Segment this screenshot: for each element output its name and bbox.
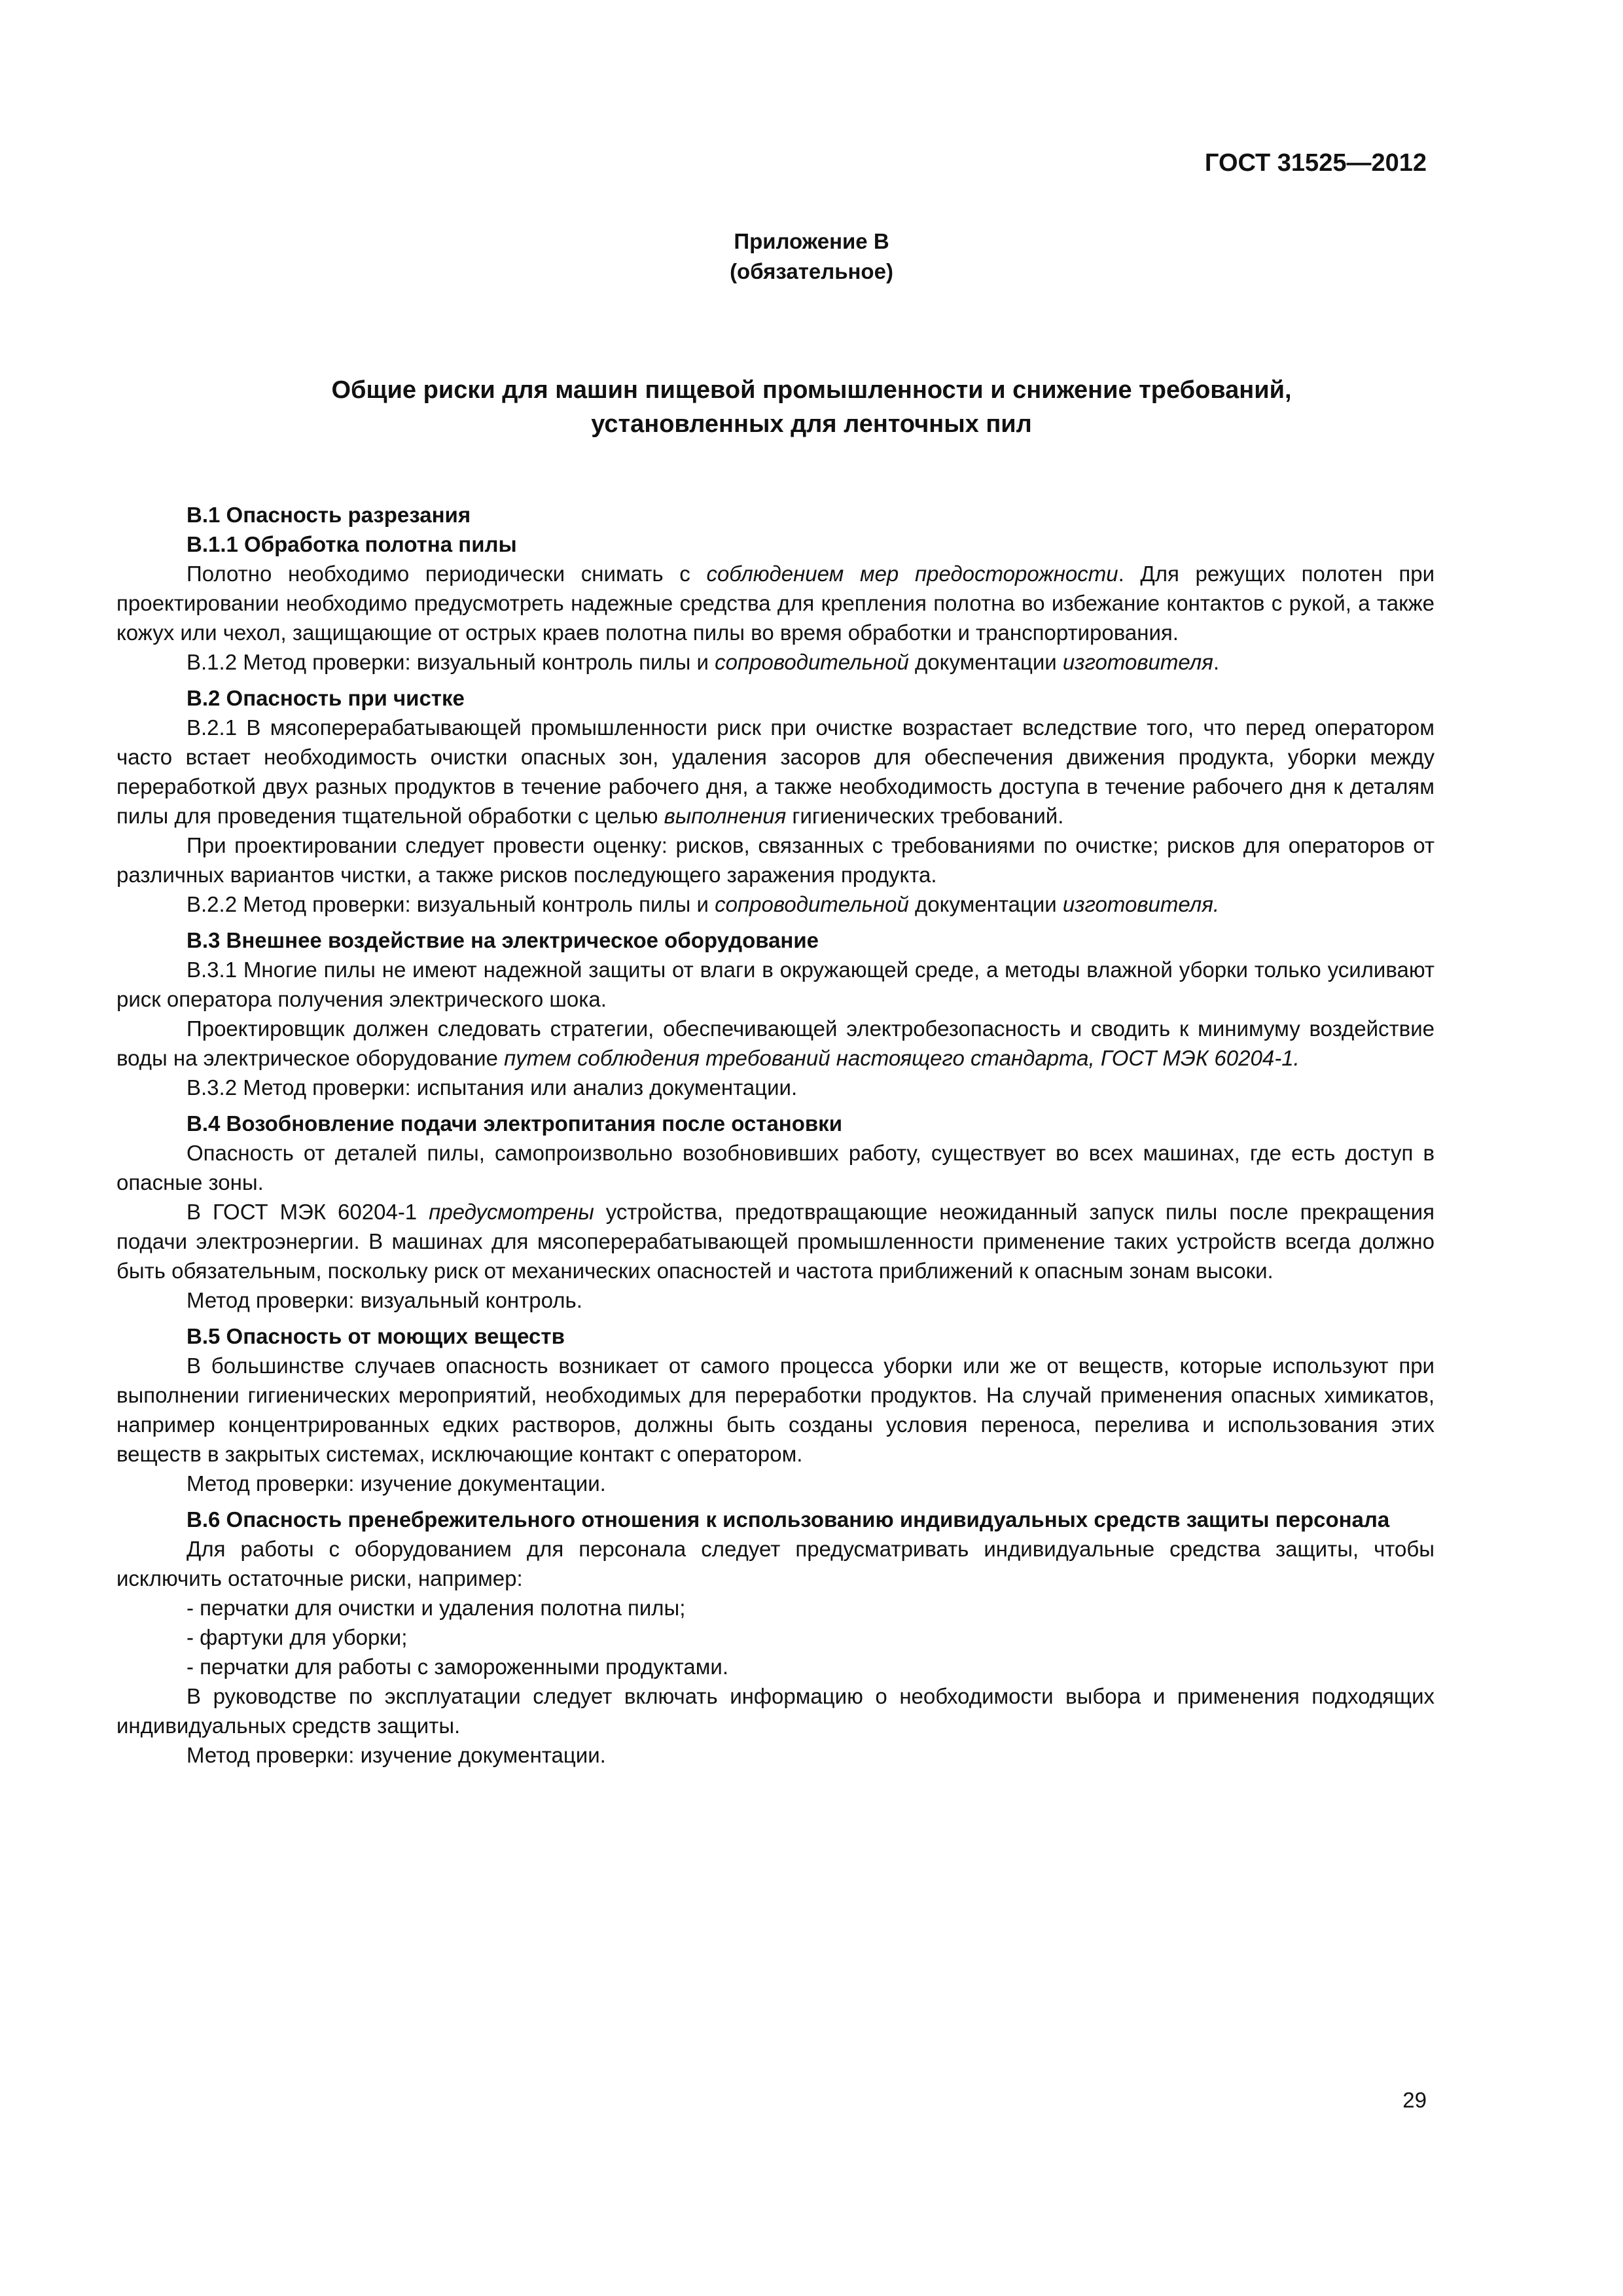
paragraph-b6-1: Для работы с оборудованием для персонала следует предусматривать индивидуальные средства защиты, чтобы исключить остаточные риски, например: (116, 1537, 1435, 1590)
text-run: В.2.2 Метод проверки: визуальный контроль пилы и (187, 892, 715, 916)
document-body (116, 500, 1435, 1770)
standard-code: ГОСТ 31525—2012 (1204, 149, 1427, 177)
appendix-label: Приложение В (734, 229, 889, 253)
section-heading-b5: В.5 Опасность от моющих веществ (187, 1324, 565, 1348)
text-run: В ГОСТ МЭК 60204-1 (187, 1200, 429, 1224)
italic-run: изготовителя. (1062, 892, 1220, 916)
list-item: - фартуки для уборки; (187, 1625, 408, 1649)
paragraph-b1-1 (116, 559, 1435, 647)
italic-run: выполнения (664, 804, 787, 828)
text-run: . Для режущих полотен при проектировании необходимо предусмотреть надежные средства для крепления полотна во избежание контактов с рукой, а также кожух или чехол, защищающие от острых краев полотна пилы во время обработки и транспортирования. (116, 562, 1435, 645)
paragraph-b5-2: Метод проверки: изучение документации. (187, 1471, 606, 1496)
paragraph-b4-1: Опасность от деталей пилы, самопроизвольно возобновивших работу, существует во всех машинах, где есть доступ в опасные зоны. (116, 1141, 1435, 1194)
italic-run: соблюдением мер предосторожности (706, 562, 1118, 586)
italic-run: предусмотрены (429, 1200, 594, 1224)
appendix-title-line-1: Общие риски для машин пищевой промышленности и снижение требований, (331, 376, 1292, 404)
text-run: В.1.2 Метод проверки: визуальный контроль пилы и (187, 650, 715, 674)
text-run: документации (908, 650, 1063, 674)
section-heading-b3: В.3 Внешнее воздействие на электрическое оборудование (187, 928, 819, 952)
text-run: устройства, предотвращающие неожиданный запуск пилы после прекращения подачи электроэнергии. В машинах для мясоперерабатывающей промышленности применение таких устройств всегда должно быть обязательным, поскольку риск от механических опасностей и частота приближений к опасным зонам высоки. (116, 1200, 1435, 1283)
appendix-status: (обязательное) (730, 259, 893, 283)
section-heading-b6: В.6 Опасность пренебрежительного отношения к использованию индивидуальных средств защиты персонала (187, 1507, 1390, 1532)
page-number: 29 (1402, 2088, 1427, 2112)
paragraph-b2-3 (116, 889, 1435, 919)
appendix-title-line-2: установленных для ленточных пил (591, 410, 1032, 438)
text-run: документации (908, 892, 1063, 916)
italic-run: сопроводительной (715, 650, 909, 674)
text-run: Проектировщик должен следовать стратегии, обеспечивающей электробезопасность и сводить к минимуму воздействие воды на электрическое оборудование (116, 1016, 1435, 1070)
text-run: Полотно необходимо периодически снимать с (187, 562, 707, 586)
paragraph-b4-3: Метод проверки: визуальный контроль. (187, 1288, 582, 1312)
text-run: гигиенических требований. (786, 804, 1064, 828)
paragraph-b2-2: При проектировании следует провести оценку: рисков, связанных с требованиями по очистке; рисков для операторов от различных вариантов чистки, а также рисков последующего заражения продукта. (116, 833, 1435, 887)
paragraph-b6-3: Метод проверки: изучение документации. (187, 1743, 606, 1767)
paragraph-b3-1: В.3.1 Многие пилы не имеют надежной защиты от влаги в окружающей среде, а методы влажной уборки только усиливают риск оператора получения электрического шока. (116, 958, 1435, 1011)
paragraph-b4-2 (116, 1197, 1435, 1285)
appendix-heading (0, 226, 1623, 287)
appendix-title (0, 373, 1623, 441)
paragraph-b1-2 (116, 647, 1435, 677)
text-run: . (1213, 650, 1220, 674)
list-item: - перчатки для очистки и удаления полотна пилы; (187, 1596, 686, 1620)
paragraph-b5-1: В большинстве случаев опасность возникает от самого процесса уборки или же от веществ, которые используют при выполнении гигиенических мероприятий, необходимых для переработки продуктов. На случай применения опасных химикатов, например концентрированных едких растворов, должны быть созданы условия переноса, перелива и использования этих веществ в закрытых системах, исключающие контакт с оператором. (116, 1354, 1435, 1466)
list-item: - перчатки для работы с замороженными продуктами. (187, 1655, 728, 1679)
italic-run: сопроводительной (715, 892, 909, 916)
subsection-heading-b1-1: В.1.1 Обработка полотна пилы (187, 532, 517, 556)
section-heading-b1: В.1 Опасность разрезания (187, 503, 471, 527)
paragraph-b6-2: В руководстве по эксплуатации следует включать информацию о необходимости выбора и применения подходящих индивидуальных средств защиты. (116, 1684, 1435, 1738)
paragraph-b2-1 (116, 713, 1435, 831)
section-heading-b2: В.2 Опасность при чистке (187, 686, 465, 710)
paragraph-b3-3: В.3.2 Метод проверки: испытания или анализ документации. (187, 1075, 798, 1100)
italic-run: изготовителя (1062, 650, 1213, 674)
italic-run: путем соблюдения требований настоящего стандарта, ГОСТ МЭК 60204-1. (504, 1046, 1300, 1070)
text-run: В.2.1 В мясоперерабатывающей промышленности риск при очистке возрастает вследствие того, что перед оператором часто встает необходимость очистки опасных зон, удаления засоров для обеспечения движения продукта, уборки между переработкой двух разных продуктов в течение рабочего дня, а также необходимость доступа в течение рабочего дня к деталям пилы для проведения тщательной обработки с целью (116, 715, 1435, 828)
section-heading-b4: В.4 Возобновление подачи электропитания после остановки (187, 1111, 842, 1136)
paragraph-b3-2 (116, 1014, 1435, 1073)
